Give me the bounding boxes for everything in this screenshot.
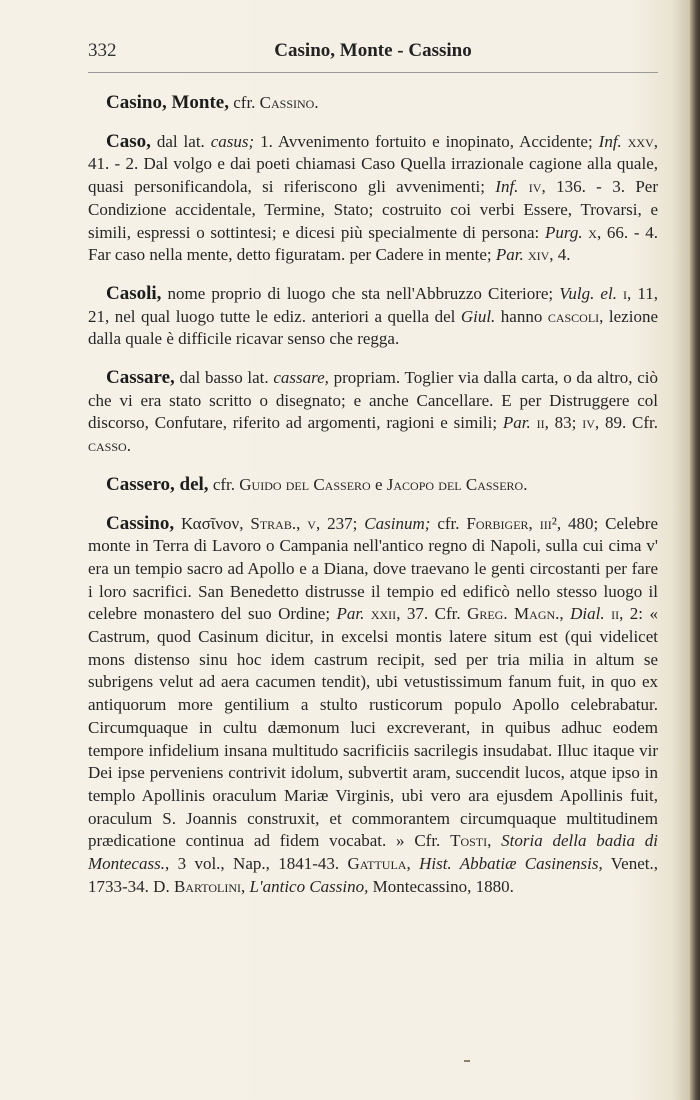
- entry-caso: Caso, dal lat. casus; 1. Avvenimento fortuito e inopinato, Accidente; Inf. xxv, 41. - 2. Dal volgo e dai poeti chiamasi Caso Quella irrazionale cagione alla quale, quasi personificandola, si riferiscono gli avvenimenti; Inf. iv, 136. - 3. Per Condizione accidentale, Termine, Stato; costruito coi verbi Essere, Trovarsi, e simili, espressi o sottintesi; e dicesi più specialmente di persona: Purg. x, 66. - 4. Far caso nella mente, detto figuratam. per Cadere in mente; Par. xiv, 4.: [88, 130, 658, 265]
- entry-title: Casoli,: [106, 282, 162, 304]
- entry-title: Cassero, del,: [106, 473, 209, 495]
- entry-cassino: Cassino, Κασῖνον, Strab., v, 237; Casinum; cfr. Forbiger, iii², 480; Celebre monte in Terra di Lavoro o Campania nell'antico regno di Napoli, sulla cui cima v' era un tempio sacro ad Apollo e a Diana, dove traevano le genti circostanti per fare i loro sacrifici. San Benedetto distrusse il tempio ed edificò nello stesso luogo il celebre monastero del suo Ordine; Par. xxii, 37. Cfr. Greg. Magn., Dial. ii, 2: « Castrum, quod Casinum dicitur, in excelsi montis latere situm est (qui videlicet mons distenso sinu hoc idem castrum recipit, sed per tria milia in altum se subrigens velut ad aera cacumen tendit), ubi vetustissimum fanum fuit, in quo ex antiquorum more gentilium a stulto rusticorum populo Apollo celebrabatur. Circumquaque in cultu dæmonum luci excreverant, in quibus adhuc eodem tempore infidelium insana multitudo sacrificiis sacrilegis insudabat. Illuc itaque vir Dei ipse perveniens contrivit idolum, subvertit aram, succendit lucos, atque ipso in templo Apollinis oraculum Mariæ Virginis, ubi vero ara ejusdem Apollinis fuit, oraculum S. Joannis construxit, et commorantem circumquaque multitudinem prædicatione continua ad fidem vocabat. » Cfr. Tosti, Storia della badia di Montecass., 3 vol., Nap., 1841-43. Gattula, Hist. Abbatiæ Casinensis, Venet., 1733-34. D. Bartolini, L'antico Cassino, Montecassino, 1880.: [88, 512, 659, 896]
- page-number: 332: [88, 40, 117, 61]
- header-rule: [88, 72, 658, 73]
- entry-casoli: Casoli, nome proprio di luogo che sta nell'Abbruzzo Citeriore; Vulg. el. i, 11, 21, nel qual luogo tutte le ediz. anteriori a quella del Giul. hanno cascoli, lezione dalla quale è difficile ricavar senso che regga.: [88, 282, 659, 349]
- entry-casino-monte: Casino, Monte, cfr. Cassino.: [106, 92, 319, 113]
- entry-title: Casino, Monte,: [106, 92, 229, 113]
- book-spine-edge: [690, 0, 700, 1100]
- entry-title: Cassino,: [106, 512, 175, 534]
- cross-reference: Cassino: [259, 93, 315, 112]
- running-title: Casino, Monte - Cassino: [274, 40, 472, 61]
- entry-cassero: Cassero, del, cfr. Guido del Cassero e Jacopo del Cassero.: [106, 473, 528, 495]
- entry-title: Cassare,: [106, 367, 175, 389]
- entry-cassare: Cassare, dal basso lat. cassare, propriam. Toglier via dalla carta, o da altro, ciò che vi era stato scritto o disegnato; e anche Cancellare. E per Distruggere col discorso, Confutare, riferito ad argomenti, ragioni e simili; Par. ii, 83; iv, 89. Cfr. casso.: [88, 367, 658, 456]
- page-header: [88, 40, 658, 66]
- dictionary-entries: [88, 92, 658, 915]
- printer-mark: [464, 1060, 470, 1062]
- entry-title: Caso,: [106, 130, 151, 152]
